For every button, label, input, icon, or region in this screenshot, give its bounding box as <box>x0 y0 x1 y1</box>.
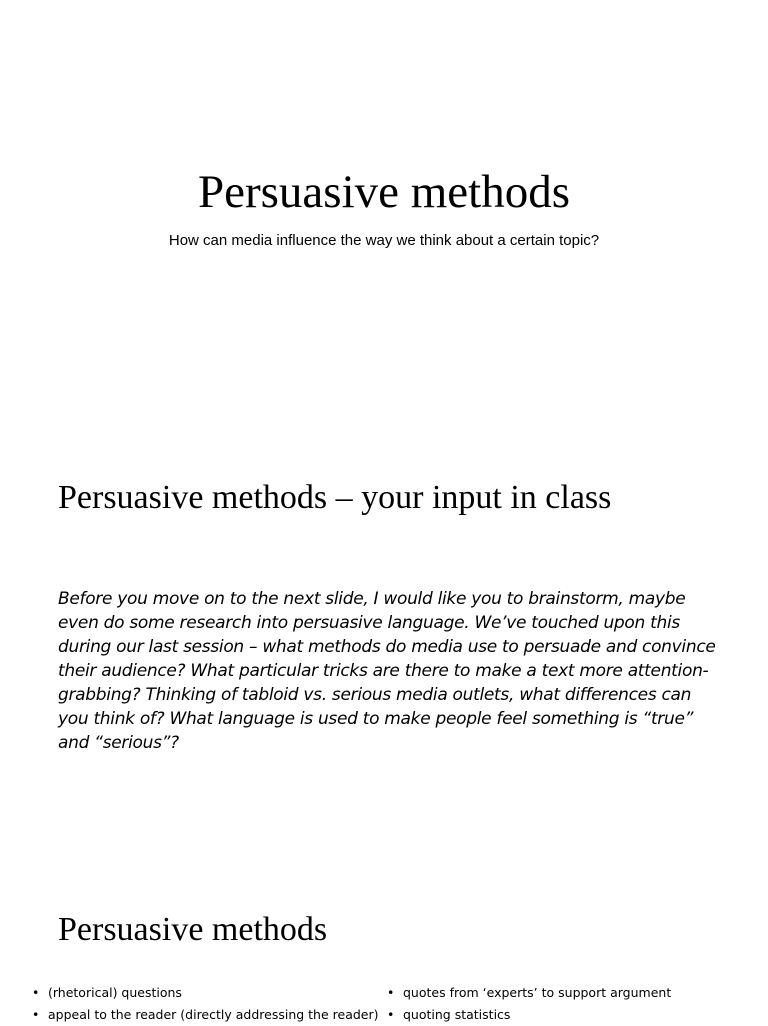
list-item <box>387 982 671 1004</box>
bullet-list-right <box>387 982 671 1026</box>
slide-title-page <box>0 0 768 432</box>
slide-persuasive-methods-list <box>0 864 768 1024</box>
bullet-icon: • <box>32 1007 40 1022</box>
bullet-list-left <box>32 982 379 1026</box>
slide-2-body-text: Before you move on to the next slide, I would like you to brainstorm, maybe even do some research into persuasive language. We’ve touched upon this during our last session – what methods do media use to persuade and convince their audience? What particular tricks are there to make a text more attention-grabbing? Thinking of tabloid vs. serious media outlets, what differences can you think of? What language is used to make people feel something is “true” and “serious”? <box>58 589 716 753</box>
slide-input-in-class <box>0 432 768 864</box>
bullet-icon: • <box>387 1007 395 1022</box>
slide-1-subtitle: How can media influence the way we think about a certain topic? <box>168 232 600 249</box>
list-item-text: (rhetorical) questions <box>48 985 182 1000</box>
slide-3-title: Persuasive methods <box>58 911 328 948</box>
list-item <box>32 982 379 1004</box>
slide-1-title: Persuasive methods <box>197 166 571 218</box>
bullet-icon: • <box>32 985 40 1000</box>
list-item-text: quotes from ‘experts’ to support argument <box>403 985 672 1000</box>
bullet-icon: • <box>387 985 395 1000</box>
list-item-text: quoting statistics <box>403 1007 511 1022</box>
list-item-text: appeal to the reader (directly addressing the reader) <box>48 1007 379 1022</box>
list-item <box>387 1004 671 1026</box>
list-item <box>32 1004 379 1026</box>
slide-2-title: Persuasive methods – your input in class <box>58 479 612 516</box>
